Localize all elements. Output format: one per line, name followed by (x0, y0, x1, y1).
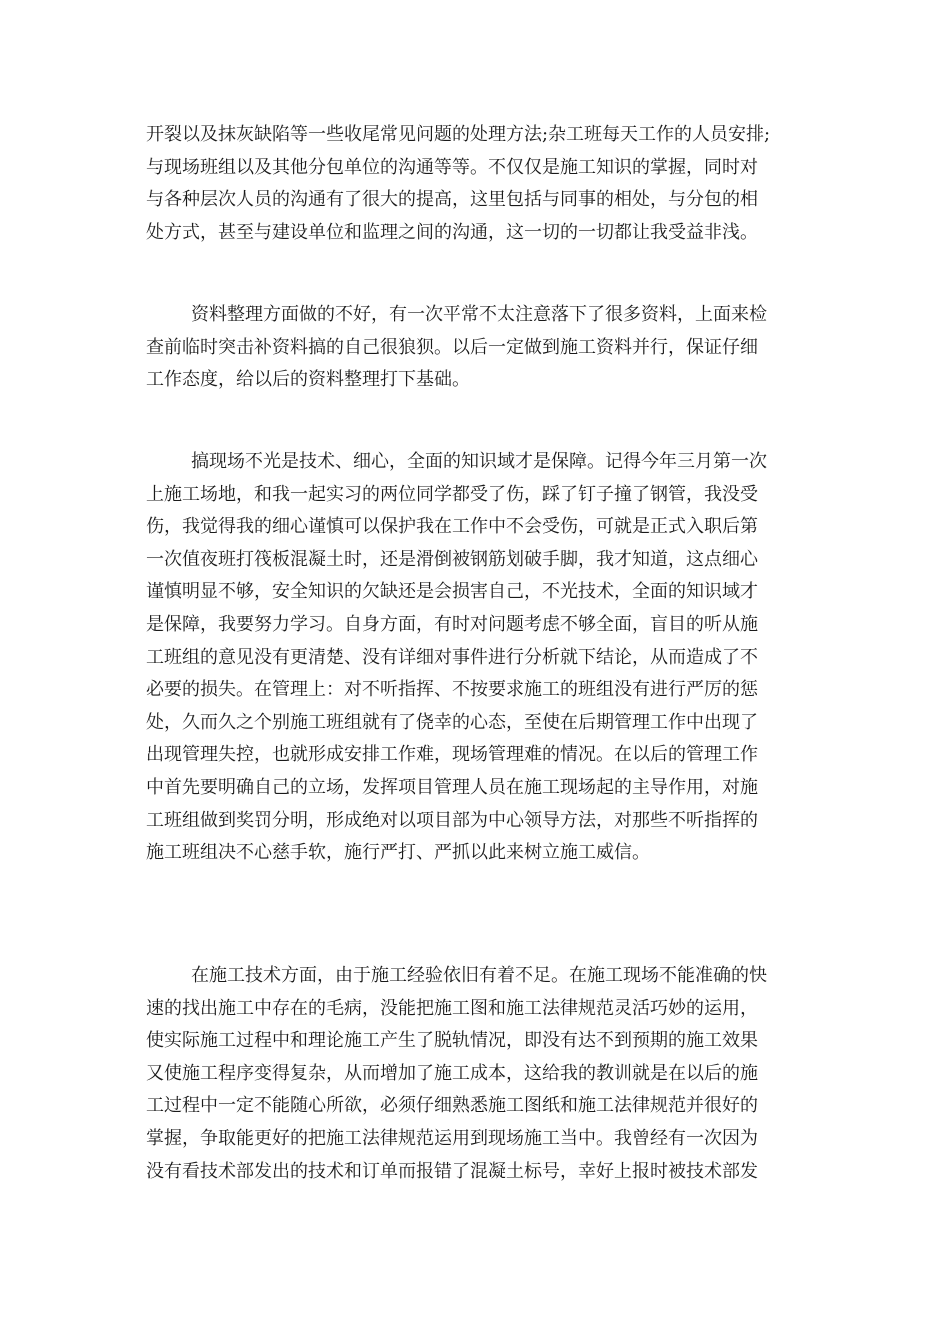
paragraph-4 (146, 960, 816, 1188)
paragraph-line: 工作态度，给以后的资料整理打下基础。 (146, 369, 470, 391)
paragraph-line: 使实际施工过程中和理论施工产生了脱轨情况，即没有达不到预期的施工效果 (146, 1030, 758, 1052)
paragraph-line: 资料整理方面做的不好，有一次平常不太注意落下了很多资料，上面来检 (191, 304, 767, 325)
paragraph-line: 工班组做到奖罚分明，形成绝对以项目部为中心领导方法，对那些不听指挥的 (146, 809, 758, 831)
paragraph-line: 又使施工程序变得复杂，从而增加了施工成本，这给我的教训就是在以后的施 (146, 1062, 758, 1084)
paragraph-line: 处方式，甚至与建设单位和监理之间的沟通，这一切的一切都让我受益非浅。 (146, 221, 758, 243)
paragraph-line: 出现管理失控，也就形成安排工作难，现场管理难的情况。在以后的管理工作 (146, 744, 758, 766)
paragraph-line: 掌握，争取能更好的把施工法律规范运用到现场施工当中。我曾经有一次因为 (146, 1127, 758, 1149)
paragraph-line: 必要的损失。在管理上：对不听指挥、不按要求施工的班组没有进行严厉的惩 (146, 679, 758, 701)
paragraph-line: 搞现场不光是技术、细心，全面的知识域才是保障。记得今年三月第一次 (191, 451, 767, 472)
paragraph-line: 工班组的意见没有更清楚、没有详细对事件进行分析就下结论，从而造成了不 (146, 646, 758, 668)
paragraph-line: 伤，我觉得我的细心谨慎可以保护我在工作中不会受伤，可就是正式入职后第 (146, 516, 758, 538)
paragraph-line: 施工班组决不心慈手软，施行严打、严抓以此来树立施工威信。 (146, 842, 650, 864)
paragraph-2 (146, 299, 816, 397)
paragraph-line: 与各种层次人员的沟通有了很大的提高，这里包括与同事的相处，与分包的相 (146, 189, 758, 211)
paragraph-line: 谨慎明显不够，安全知识的欠缺还是会损害自己，不光技术，全面的知识域才 (146, 581, 758, 603)
paragraph-line: 速的找出施工中存在的毛病，没能把施工图和施工法律规范灵活巧妙的运用， (146, 997, 758, 1019)
paragraph-line: 是保障，我要努力学习。自身方面，有时对问题考虑不够全面，盲目的听从施 (146, 613, 758, 635)
paragraph-line: 中首先要明确自己的立场，发挥项目管理人员在施工现场起的主导作用，对施 (146, 776, 758, 798)
paragraph-line: 开裂以及抹灰缺陷等一些收尾常见问题的处理方法;杂工班每天工作的人员安排; (146, 124, 771, 145)
paragraph-line: 在施工技术方面，由于施工经验依旧有着不足。在施工现场不能准确的快 (191, 965, 767, 986)
paragraph-1 (146, 119, 816, 249)
paragraph-line: 工过程中一定不能随心所欲，必须仔细熟悉施工图纸和施工法律规范并很好的 (146, 1095, 758, 1117)
paragraph-line: 没有看技术部发出的技术和订单而报错了混凝土标号，幸好上报时被技术部发 (146, 1160, 758, 1182)
paragraph-line: 查前临时突击补资料搞的自己很狼狈。以后一定做到施工资料并行，保证仔细 (146, 336, 758, 358)
paragraph-line: 一次值夜班打筏板混凝土时，还是滑倒被钢筋划破手脚，我才知道，这点细心 (146, 548, 758, 570)
paragraph-line: 与现场班组以及其他分包单位的沟通等等。不仅仅是施工知识的掌握，同时对 (146, 156, 758, 178)
paragraph-3 (146, 446, 816, 870)
paragraph-line: 上施工场地，和我一起实习的两位同学都受了伤，踩了钉子撞了钢管，我没受 (146, 483, 758, 505)
paragraph-line: 处，久而久之个别施工班组就有了侥幸的心态，至使在后期管理工作中出现了 (146, 711, 758, 733)
